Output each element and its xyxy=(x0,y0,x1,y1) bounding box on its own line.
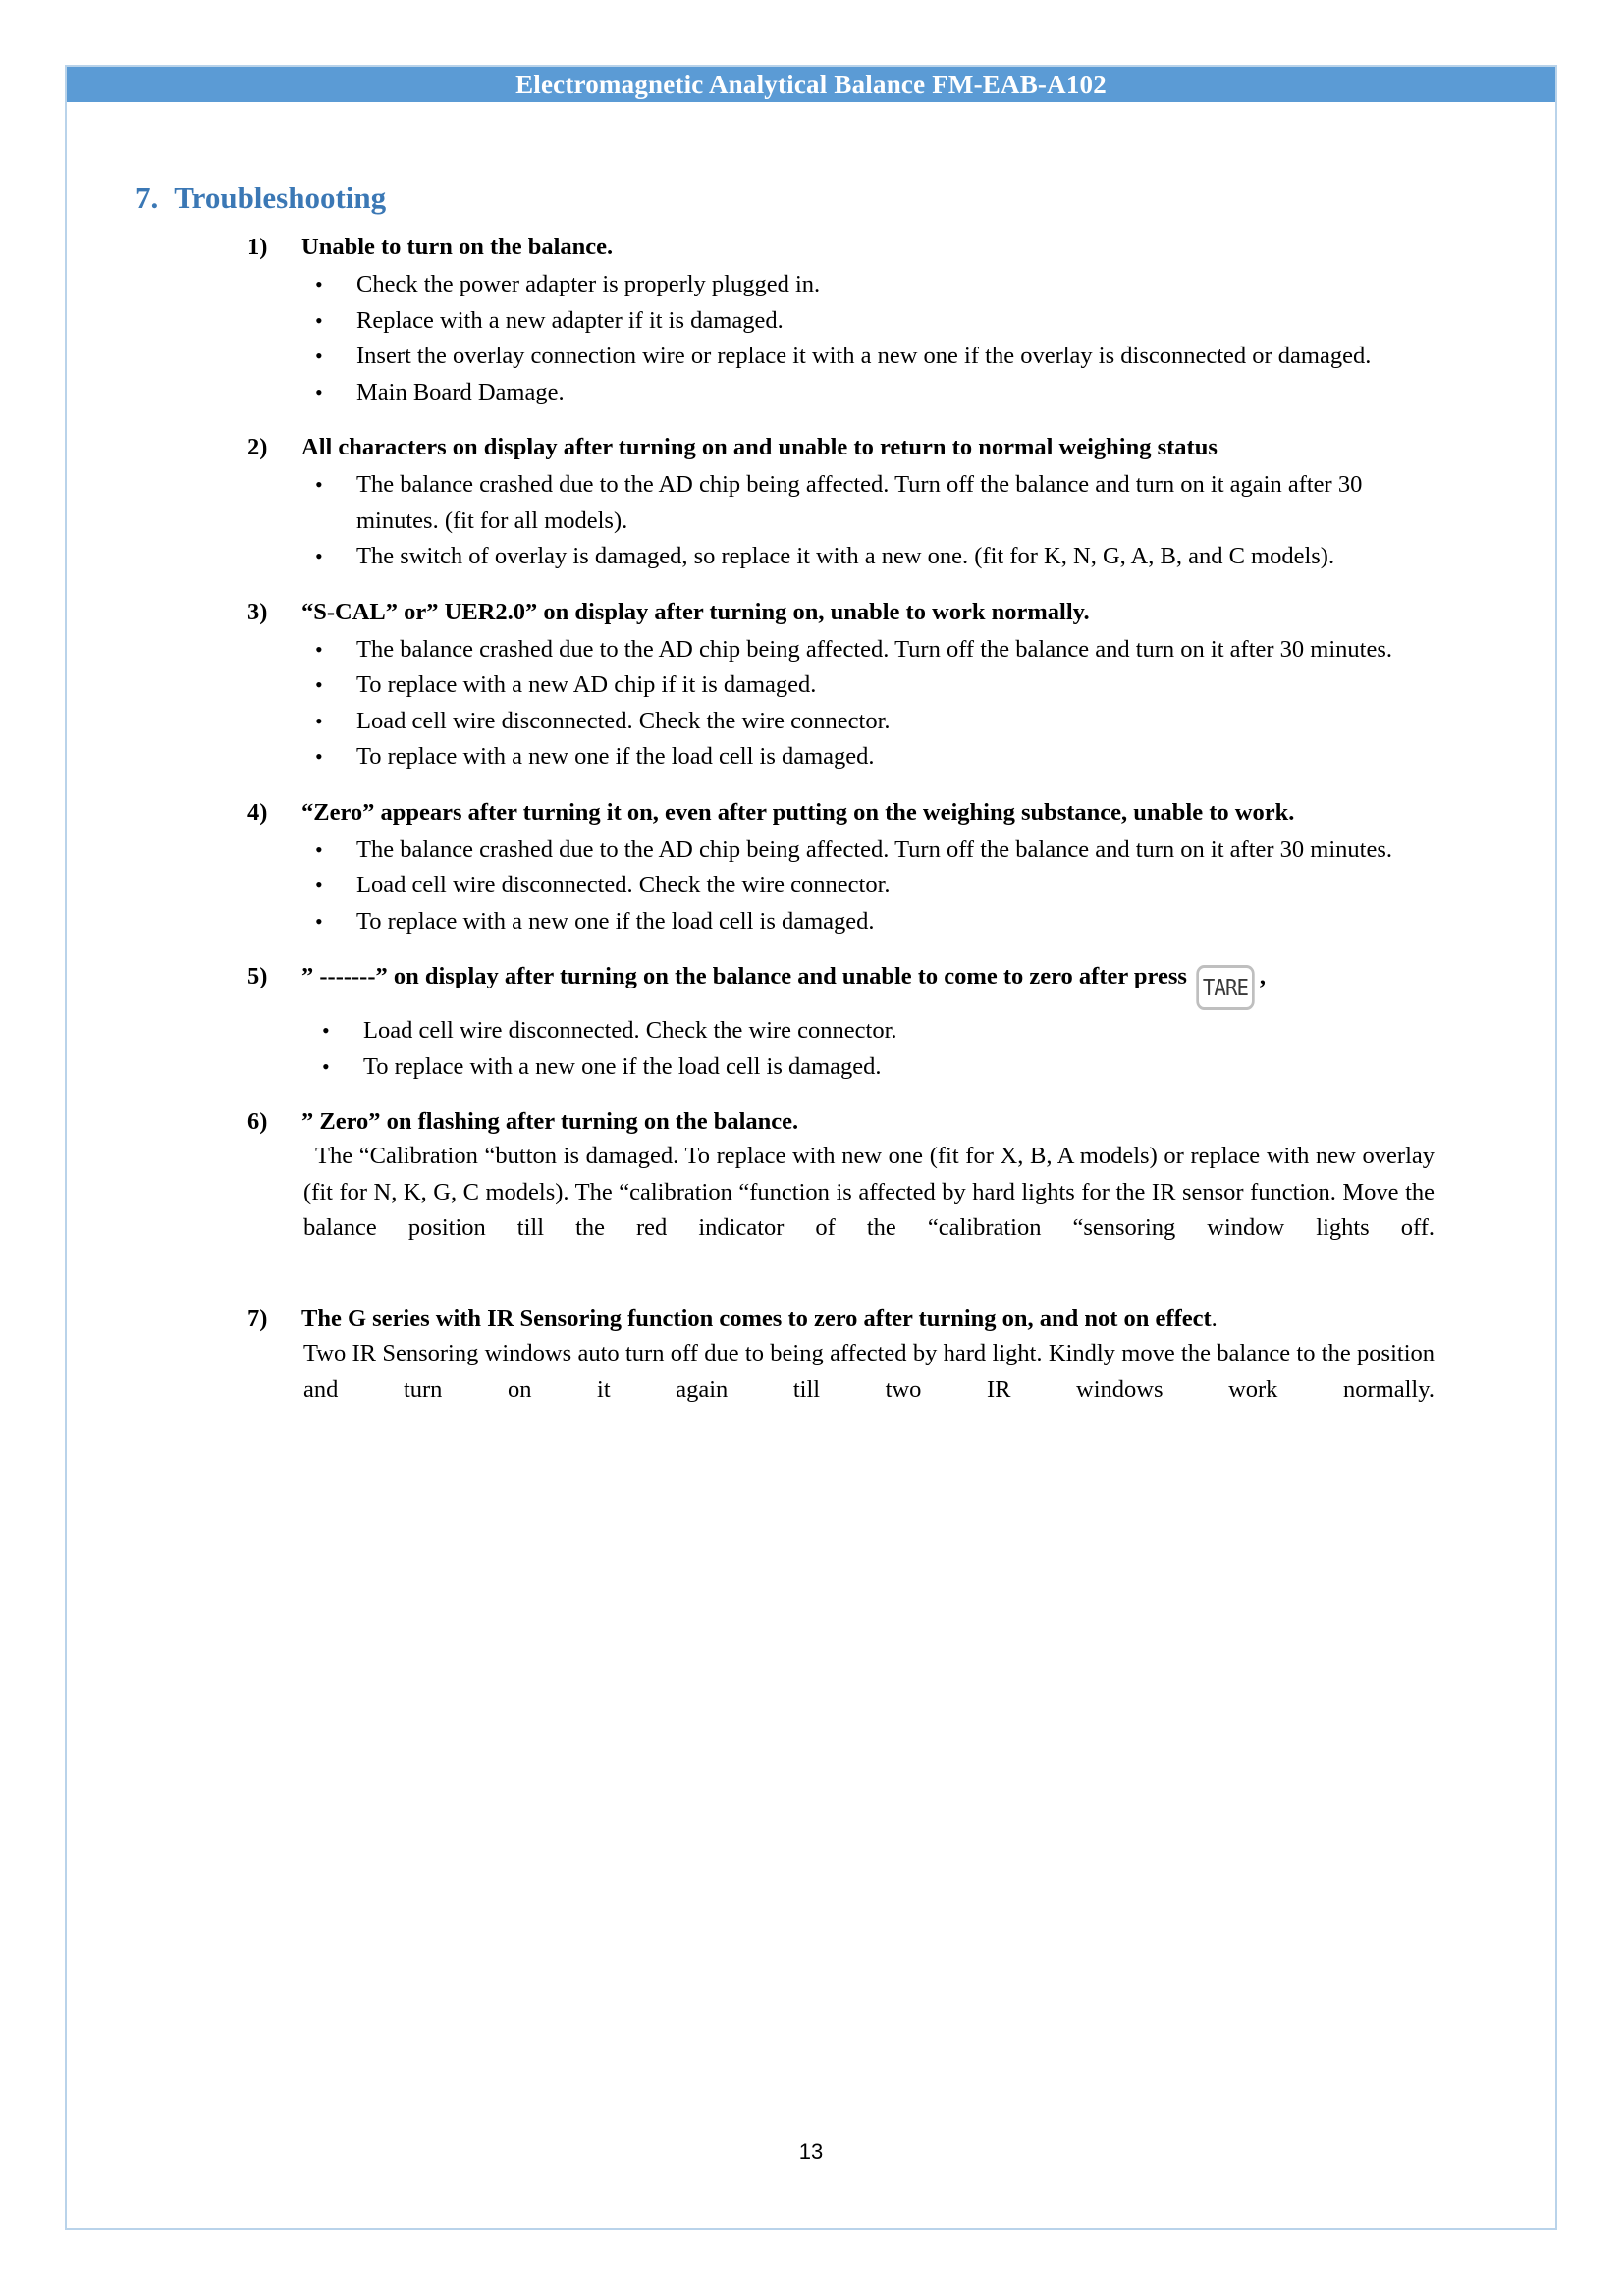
page-header-banner xyxy=(67,67,1555,102)
list-item: • The balance crashed due to the AD chip being affected. Turn off the balance and turn on it after 30 minutes. xyxy=(301,632,1435,668)
item-marker: 5) xyxy=(247,963,268,989)
list-item: • Load cell wire disconnected. Check the wire connector. xyxy=(301,704,1435,740)
item-marker: 6) xyxy=(247,1108,268,1135)
troubleshooting-item-4 xyxy=(67,795,1555,940)
item-title xyxy=(301,959,1435,1010)
document-page xyxy=(65,65,1557,2230)
item-marker: 7) xyxy=(247,1306,268,1332)
troubleshooting-item-3 xyxy=(67,595,1555,775)
item-title xyxy=(301,1302,1435,1336)
page-content xyxy=(67,102,1555,2230)
item-marker: 3) xyxy=(247,598,268,625)
section-heading xyxy=(135,181,386,216)
list-item: • Replace with a new adapter if it is damaged. xyxy=(301,303,1435,340)
troubleshooting-item-7 xyxy=(67,1302,1555,1444)
page-number: 13 xyxy=(798,2139,824,2163)
section-number: 7. xyxy=(135,181,159,215)
list-item: • Main Board Damage. xyxy=(301,375,1435,411)
item-title: “S-CAL” or” UER2.0” on display after turning on, unable to work normally. xyxy=(301,598,1090,625)
page-footer xyxy=(67,2139,1555,2164)
list-item: • The balance crashed due to the AD chip being affected. Turn off the balance and turn on it again after 30 minutes. (fit for all models). xyxy=(301,467,1435,539)
document-title: Electromagnetic Analytical Balance FM-EAB-A102 xyxy=(515,69,1107,99)
item-bullet-list xyxy=(301,267,1435,410)
item-title: ” Zero” on flashing after turning on the balance. xyxy=(301,1108,799,1135)
item-marker: 2) xyxy=(247,434,268,460)
item-title: Unable to turn on the balance. xyxy=(301,234,614,260)
item-body: Two IR Sensoring windows auto turn off due to being affected by hard light. Kindly move the balance to the position and turn on it again till two IR windows work normally. xyxy=(303,1340,1435,1403)
list-item: • To replace with a new one if the load cell is damaged. xyxy=(301,739,1435,775)
tare-key-icon: TARE xyxy=(1196,965,1254,1010)
list-item: • Load cell wire disconnected. Check the wire connector. xyxy=(301,868,1435,904)
list-item: • To replace with a new AD chip if it is damaged. xyxy=(301,667,1435,704)
item-title: All characters on display after turning on and unable to return to normal weighing status xyxy=(301,434,1218,460)
troubleshooting-item-2 xyxy=(67,430,1555,575)
item-marker: 4) xyxy=(247,798,268,826)
troubleshooting-item-1 xyxy=(67,230,1555,410)
list-item: • Load cell wire disconnected. Check the wire connector. xyxy=(301,1013,1435,1049)
item-title-suffix: . xyxy=(1211,1306,1218,1332)
item-bullet-list xyxy=(301,832,1435,940)
item-title-text: The G series with IR Sensoring function comes to zero after turning on, and not on effect xyxy=(301,1306,1212,1332)
list-item: • Insert the overlay connection wire or replace it with a new one if the overlay is disconnected or damaged. xyxy=(301,339,1435,375)
item-title-tail: , xyxy=(1259,963,1267,989)
item-bullet-list xyxy=(301,632,1435,775)
troubleshooting-list xyxy=(67,230,1555,1464)
item-bullet-list xyxy=(301,1013,1435,1085)
section-title: Troubleshooting xyxy=(174,181,387,215)
list-item: • To replace with a new one if the load cell is damaged. xyxy=(301,1049,1435,1086)
item-bullet-list xyxy=(301,467,1435,575)
item-title-text: ” -------” on display after turning on the balance and unable to come to zero after press xyxy=(301,963,1187,989)
item-marker: 1) xyxy=(247,234,268,260)
list-item: • The switch of overlay is damaged, so replace it with a new one. (fit for K, N, G, A, B, and C models). xyxy=(301,539,1435,575)
troubleshooting-item-5 xyxy=(67,959,1555,1085)
item-body: The “Calibration “button is damaged. To replace with new one (fit for X, B, A models) or replace with new overlay (fit for N, K, G, C models). The “calibration “function is affected by hard lights for the IR sensor function. Move the balance position till the red indicator of the “calibration “sensoring window lights off. xyxy=(303,1143,1435,1241)
list-item: • The balance crashed due to the AD chip being affected. Turn off the balance and turn on it after 30 minutes. xyxy=(301,832,1435,869)
list-item: • To replace with a new one if the load cell is damaged. xyxy=(301,904,1435,940)
troubleshooting-item-6 xyxy=(67,1104,1555,1282)
item-title: “Zero” appears after turning it on, even after putting on the weighing substance, unable to work. xyxy=(301,798,1295,826)
list-item: • Check the power adapter is properly plugged in. xyxy=(301,267,1435,303)
